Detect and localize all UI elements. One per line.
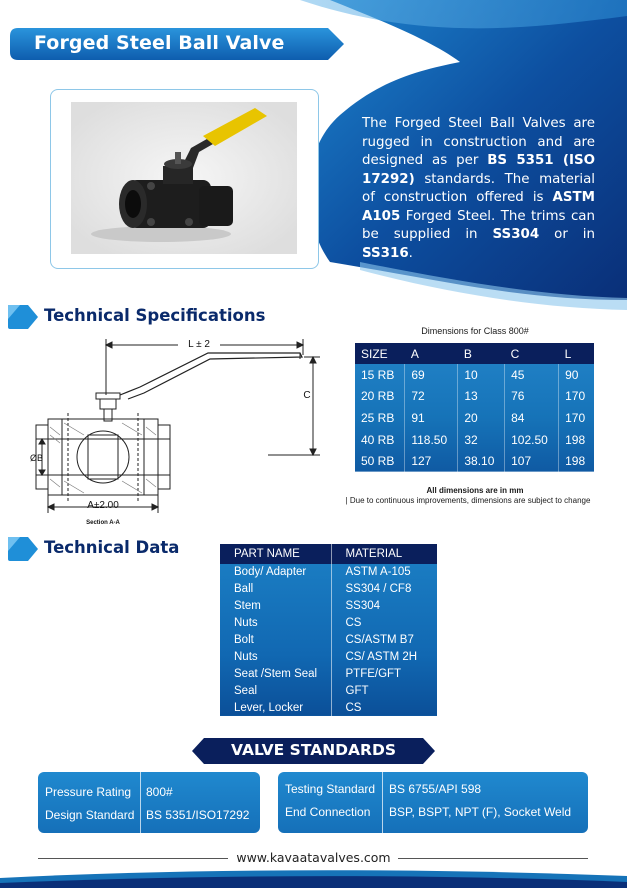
material: PTFE/GFT — [331, 665, 437, 682]
table-row — [355, 450, 594, 472]
footer-wave — [0, 868, 627, 888]
table-row — [220, 564, 437, 581]
materials-table — [220, 544, 437, 716]
table-row — [220, 699, 437, 716]
dims-cell: 84 — [505, 407, 559, 429]
dims-cell: 107 — [505, 450, 559, 472]
dims-cell: 20 — [458, 407, 505, 429]
label-l: L ± 2 — [188, 339, 210, 350]
dims-cell: 32 — [458, 429, 505, 451]
tech-data-heading-text: Technical Data — [44, 538, 180, 557]
dims-cell: 170 — [559, 407, 594, 429]
footer-website: www.kavaatavalves.com — [236, 850, 391, 865]
pressure-rating-value: 800# — [146, 785, 173, 799]
table-row — [220, 598, 437, 615]
dims-caption: Dimensions for Class 800# — [421, 326, 529, 336]
dims-cell: 90 — [559, 364, 594, 386]
label-a: A±2.00 — [87, 500, 119, 511]
part-name: Nuts — [234, 650, 258, 663]
table-row — [355, 407, 594, 429]
table-row — [355, 386, 594, 408]
intro-paragraph: The Forged Steel Ball Valves are rugged in construction and are designed as per BS 5351 (ISO 17292) standards. The material of construction offered is ASTM A105 Forged Steel. The trims can be supplied in SS304 or in SS316. — [362, 116, 596, 261]
ball-valve-image — [71, 102, 297, 254]
dims-cell: 15 RB — [361, 367, 395, 382]
page-title: Forged Steel Ball Valve — [34, 32, 285, 54]
dims-cell: 50 RB — [361, 454, 395, 469]
label-b: ØB — [30, 453, 44, 463]
dims-cell: 118.50 — [405, 429, 458, 451]
material: CS — [331, 699, 437, 716]
part-name: Lever, Locker — [234, 701, 304, 714]
tech-spec-heading-text: Technical Specifications — [44, 306, 266, 325]
dims-header-cell: L — [559, 343, 594, 364]
table-row — [355, 364, 594, 386]
label-section: Section A-A — [86, 520, 120, 526]
valve-section-drawing — [28, 335, 328, 535]
dims-cell: 69 — [405, 364, 458, 386]
label-c: C — [303, 390, 311, 401]
materials-header-part: PART NAME — [220, 544, 331, 564]
dims-header-cell: A — [405, 343, 458, 364]
material: GFT — [331, 682, 437, 699]
material: ASTM A-105 — [331, 564, 437, 581]
material: SS304 / CF8 — [331, 581, 437, 598]
standards-box-left — [38, 772, 260, 833]
dims-cell: 170 — [559, 386, 594, 408]
end-connection-label: End Connection — [285, 805, 371, 819]
product-photo-frame — [50, 89, 319, 269]
materials-header-row — [220, 544, 437, 564]
dims-cell: 38.10 — [458, 450, 505, 472]
material: SS304 — [331, 598, 437, 615]
dims-cell: 40 RB — [361, 432, 395, 447]
table-row — [220, 581, 437, 598]
section-marker-icon — [8, 537, 38, 561]
valve-standards-banner — [192, 738, 435, 764]
dimensions-table — [355, 343, 594, 472]
dims-header-row — [355, 343, 594, 364]
materials-header-material: MATERIAL — [331, 544, 437, 564]
part-name: Nuts — [234, 617, 258, 630]
table-row — [220, 615, 437, 632]
table-row — [220, 648, 437, 665]
material: CS/ ASTM 2H — [331, 648, 437, 665]
part-name: Seat /Stem Seal — [234, 667, 318, 680]
dims-header-cell: SIZE — [355, 343, 405, 364]
material: CS/ASTM B7 — [331, 632, 437, 649]
pressure-rating-label: Pressure Rating — [45, 785, 132, 799]
part-name: Ball — [234, 583, 254, 596]
dims-cell: 102.50 — [505, 429, 559, 451]
dims-cell: 25 RB — [361, 410, 395, 425]
dims-note-disclaimer: | Due to continuous improvements, dimensions are subject to change — [345, 496, 591, 505]
dims-cell: 127 — [405, 450, 458, 472]
dims-note-units: All dimensions are in mm — [426, 486, 524, 495]
dims-cell: 76 — [505, 386, 559, 408]
dims-cell: 72 — [405, 386, 458, 408]
section-marker-icon — [8, 305, 38, 329]
dims-cell: 45 — [505, 364, 559, 386]
testing-standard-value: BS 6755/API 598 — [389, 782, 482, 796]
part-name: Bolt — [234, 634, 254, 646]
design-standard-label: Design Standard — [45, 808, 135, 822]
dims-cell: 91 — [405, 407, 458, 429]
table-row — [220, 682, 437, 699]
dims-cell: 198 — [559, 450, 594, 472]
table-row — [220, 632, 437, 649]
dims-header-cell: C — [505, 343, 559, 364]
dims-cell: 198 — [559, 429, 594, 451]
dims-cell: 13 — [458, 386, 505, 408]
end-connection-value: BSP, BSPT, NPT (F), Socket Weld — [389, 805, 572, 819]
part-name: Stem — [234, 600, 261, 613]
dims-cell: 20 RB — [361, 389, 395, 404]
material: CS — [331, 615, 437, 632]
testing-standard-label: Testing Standard — [285, 782, 376, 796]
table-row — [355, 429, 594, 451]
valve-standards-heading: VALVE STANDARDS — [231, 741, 396, 759]
dims-cell: 10 — [458, 364, 505, 386]
title-banner — [10, 28, 344, 60]
product-photo — [71, 102, 297, 254]
design-standard-value: BS 5351/ISO17292 — [146, 808, 250, 822]
part-name: Seal — [234, 684, 258, 697]
standards-box-right — [278, 772, 588, 833]
table-row — [220, 665, 437, 682]
dims-header-cell: B — [458, 343, 505, 364]
part-name: Body/ Adapter — [234, 566, 307, 579]
